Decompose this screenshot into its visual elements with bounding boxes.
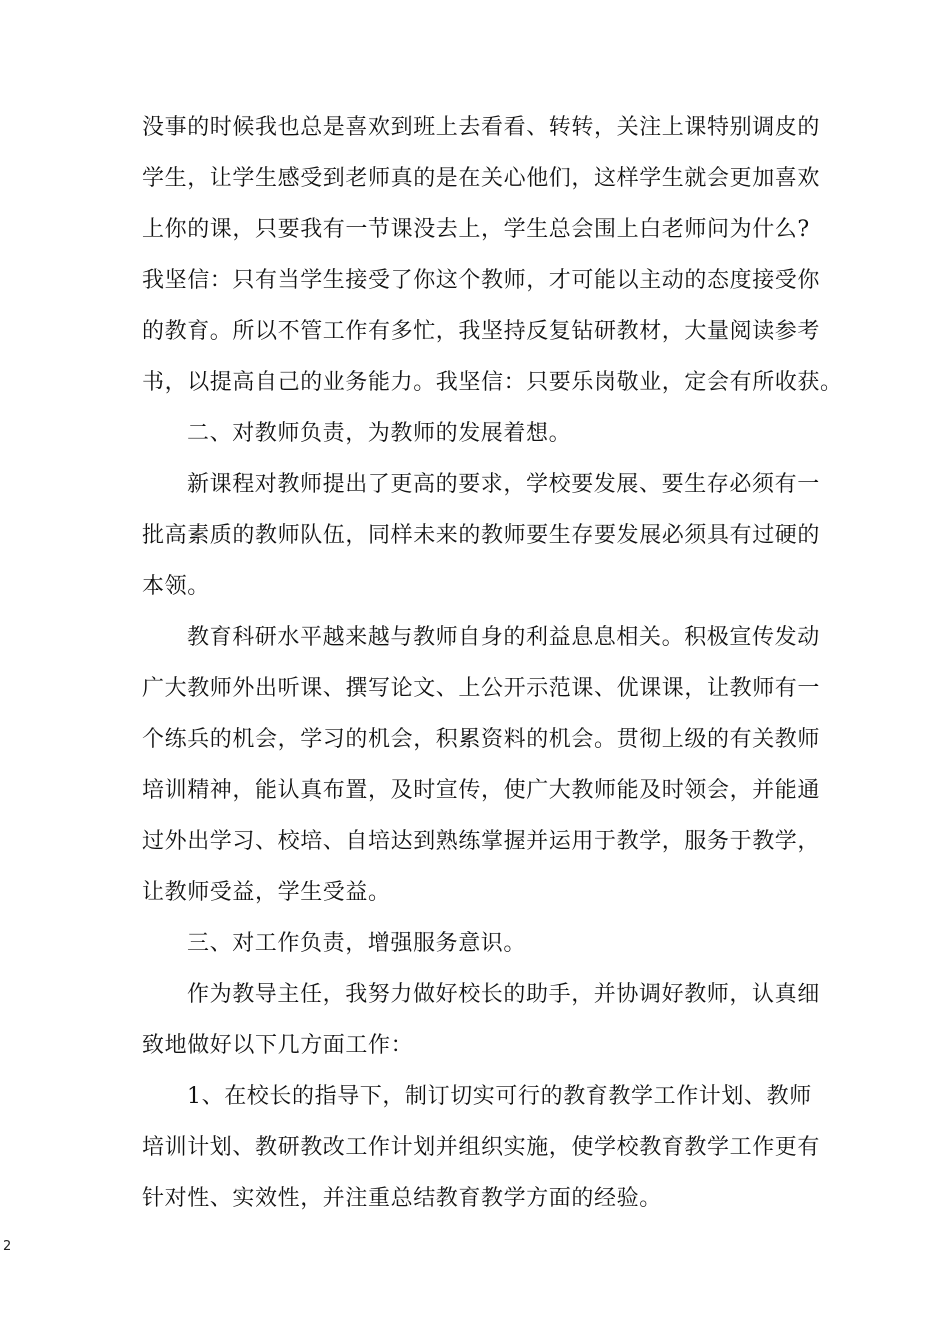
text-line: 1、在校长的指导下，制订切实可行的教育教学工作计划、教师 [187, 1084, 812, 1109]
text-line: 培训精神，能认真布置，及时宣传，使广大教师能及时领会，并能通 [142, 778, 821, 803]
body-text [142, 102, 843, 1224]
section-heading: 二、对教师负责，为教师的发展着想。 [187, 421, 572, 446]
section-heading: 三、对工作负责，增强服务意识。 [187, 931, 527, 956]
text-line: 针对性、实效性，并注重总结教育教学方面的经验。 [142, 1186, 662, 1211]
text-line: 培训计划、教研教改工作计划并组织实施，使学校教育教学工作更有 [142, 1135, 821, 1160]
text-line: 让教师受益，学生受益。 [142, 880, 391, 905]
text-line: 个练兵的机会，学习的机会，积累资料的机会。贯彻上级的有关教师 [142, 727, 821, 752]
page-number: 2 [3, 1239, 12, 1254]
text-line: 致地做好以下几方面工作： [142, 1033, 414, 1058]
text-line: 上你的课，只要我有一节课没去上，学生总会围上白老师问为什么? [142, 217, 810, 242]
text-line: 的教育。所以不管工作有多忙，我坚持反复钻研教材，大量阅读参考 [142, 319, 821, 344]
text-line: 新课程对教师提出了更高的要求，学校要发展、要生存必须有一 [187, 472, 820, 497]
text-line: 我坚信：只有当学生接受了你这个教师，才可能以主动的态度接受你 [142, 268, 821, 293]
text-line: 学生，让学生感受到老师真的是在关心他们，这样学生就会更加喜欢 [142, 166, 821, 191]
text-line: 批高素质的教师队伍，同样未来的教师要生存要发展必须具有过硬的 [142, 523, 821, 548]
text-line: 广大教师外出听课、撰写论文、上公开示范课、优课课，让教师有一 [142, 676, 821, 701]
text-line: 书，以提高自己的业务能力。我坚信：只要乐岗敬业，定会有所收获。 [142, 370, 843, 395]
text-line: 作为教导主任，我努力做好校长的助手，并协调好教师，认真细 [187, 982, 820, 1007]
text-line: 过外出学习、校培、自培达到熟练掌握并运用于教学，服务于教学， [142, 829, 821, 854]
text-line: 教育科研水平越来越与教师自身的利益息息相关。积极宣传发动 [187, 625, 820, 650]
text-line: 本领。 [142, 574, 210, 599]
text-line: 没事的时候我也总是喜欢到班上去看看、转转，关注上课特别调皮的 [142, 115, 821, 140]
